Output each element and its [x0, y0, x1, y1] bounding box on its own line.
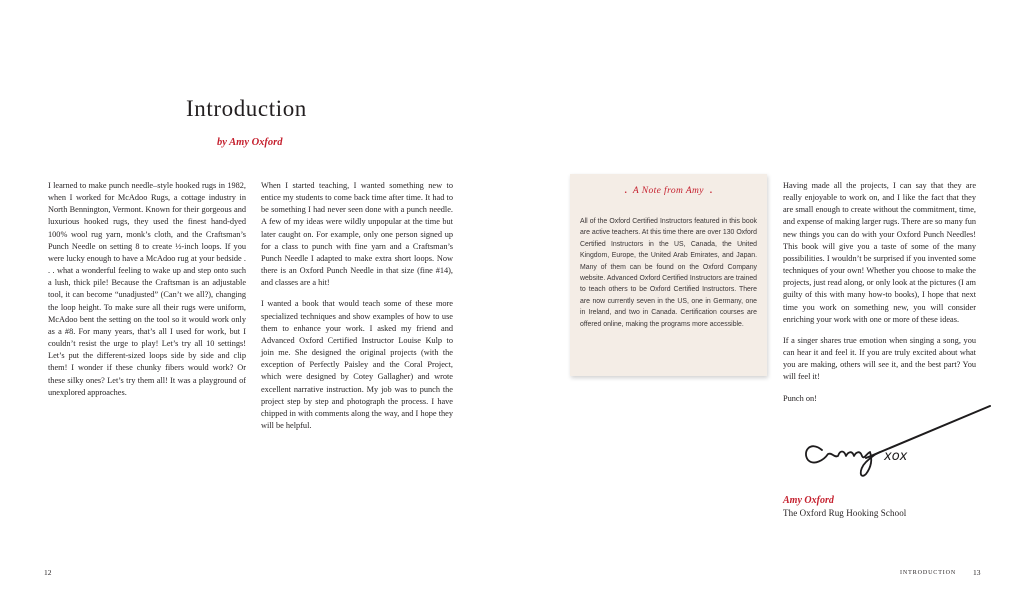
paragraph-closing: Punch on! — [783, 393, 817, 403]
page-number-right: 13 — [973, 568, 981, 577]
paragraph: When I started teaching, I wanted something new to entice my students to come back time after time. It had to be something I had never seen done with a punch needle. A few of my ideas were wildly unpopular at the time but later caught on. For example, only one person signed up for a class to punch with fine yarn and a Craftsman’s Punch Needle I adapted to make extra short loops. Now there is an Oxford Punch Needle in that size (fine #14), and classes are a hit! — [261, 181, 453, 288]
body-column-1 — [48, 180, 246, 408]
ornament-dot: . — [709, 186, 713, 196]
paragraph: If a singer shares true emotion when singing a song, you can hear it and feel it. If you are truly excited about what you are making, others will see it, and the best part? You will feel it! — [783, 335, 976, 382]
body-column-4 — [783, 180, 976, 414]
running-head: INTRODUCTION — [900, 570, 957, 576]
body-column-2 — [261, 180, 453, 441]
handwritten-signature-icon — [780, 400, 1000, 480]
author-byline: by Amy Oxford — [217, 137, 283, 148]
note-title-text: A Note from Amy — [632, 186, 704, 196]
paragraph: Having made all the projects, I can say that they are really enjoyable to work on, and I like the fact that they are small enough to create without the commitment, time, and expense of making larger rugs. There are so many fun new things you can do with your Oxford Punch Needles! This book will give you a taste of some of the many possibilities. I wouldn’t be surprised if you invented some techniques of your own! Whether you choose to make the projects, just read along, or only look at the pictures (I am guilty of this with many how-to books), I hope that next time you work on something new, you will consider enriching your work with one or more of these ideas. — [783, 181, 976, 324]
signature-xox: xox — [884, 449, 908, 464]
right-page — [512, 0, 1024, 595]
paragraph: I wanted a book that would teach some of these more specialized techniques and show examples of how to use them to enhance your work. I asked my friend and Advanced Oxford Certified Instructor Louise Kulp to join me. She designed the original projects (with the exception of Perfectly Paisley and the Coral Project, which were designed by Cotey Gallagher) and wrote excellent narrative instruction. My job was to punch the project step by step and photograph the process. I have chipped in with comments along the way, and I hope they will be helpful. — [261, 299, 453, 430]
note-title — [580, 186, 757, 196]
signature-amy — [806, 446, 880, 476]
ornament-dot: . — [624, 186, 628, 196]
signature-organization: The Oxford Rug Hooking School — [783, 508, 907, 518]
note-sidebar — [570, 174, 767, 376]
page-number-left: 12 — [44, 568, 52, 577]
paragraph: I learned to make punch needle–style hooked rugs in 1982, when I worked for McAdoo Rugs, a cottage industry in North Bennington, Vermont. Known for their gorgeous and luxurious hooked rugs, they used the finest hand-dyed 100% wool rug yarn, monk’s cloth, and the Craftsman’s Punch Needle on setting 8 to create ½-inch loops. If you were lucky enough to have a McAdoo rug at your bedside . . . what a wonderful feeling to wake up and step onto such a lush, thick pile! Because the Craftsman is an adjustable tool, it can become “unadjusted” (Can’t we all?), changing the loop height. To make sure all their rugs were uniform, McAdoo bent the setting on the tool so it would work only as a #8. For many years, that’s all I used for work, but I couldn’t resist the urge to play! Let’s try all 10 settings! Let’s put the different-sized loops side by side and clip them! I wonder if these chunky fibers would work? Or these silky ones? Let’s try them all! It was a playground of unexplored approaches. — [48, 181, 246, 397]
note-body: All of the Oxford Certified Instructors featured in this book are active teachers. At this time there are over 130 Oxford Certified Instructors in the US, Canada, the United Kingdom, Europe, the United Arab Emirates, and Japan. Many of them can be found on the Oxford Company website. Advanced Oxford Certified Instructors are trained to teach others to be Oxford Certified Instructors. There are now currently seven in the US, one in Germany, one in Ireland, and two in Canada. Certification courses are offered online, making the programs more accessible. — [580, 218, 757, 328]
signature-name: Amy Oxford — [783, 495, 834, 506]
chapter-title: Introduction — [186, 96, 307, 121]
